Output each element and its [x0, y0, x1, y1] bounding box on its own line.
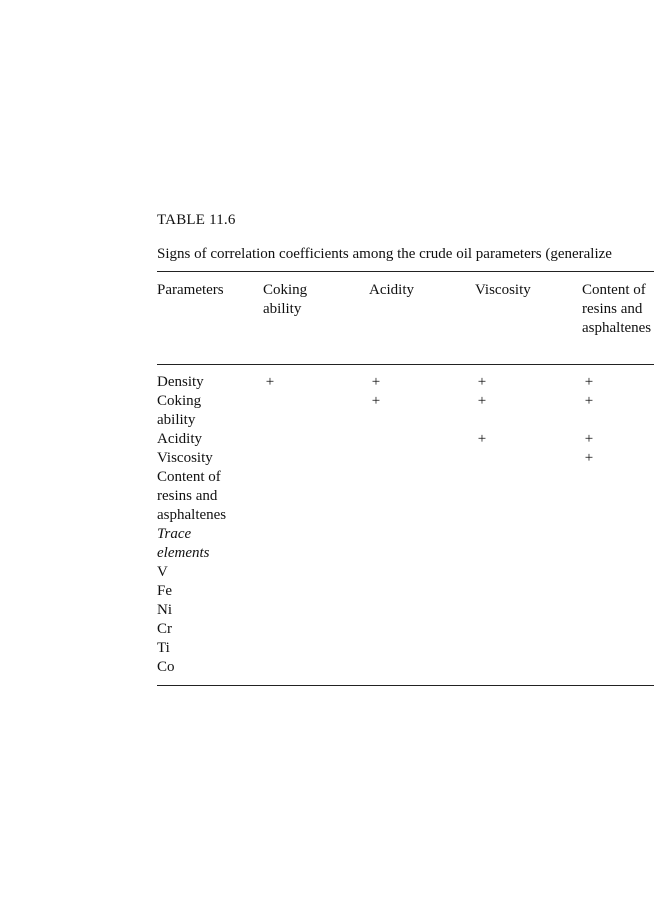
row-label-line: asphaltenes [157, 507, 227, 523]
correlation-sign-cell: + [477, 431, 487, 447]
row-label [157, 430, 202, 449]
row-label [157, 639, 170, 658]
column-header [582, 281, 651, 338]
correlation-sign-cell: + [584, 374, 594, 390]
row-label-line: Ni [157, 602, 172, 618]
table-header-rule [157, 364, 654, 365]
row-label-line: V [157, 564, 168, 580]
row-label-line: Density [157, 374, 204, 390]
correlation-sign-cell: + [584, 393, 594, 409]
row-label [157, 468, 226, 525]
column-header-line: resins and [582, 301, 643, 317]
row-label-line: Cr [157, 621, 172, 637]
correlation-sign-cell: + [477, 393, 487, 409]
row-label-line: resins and [157, 488, 218, 504]
row-label-line: Coking [157, 393, 202, 409]
column-header-line: Acidity [369, 282, 414, 298]
column-header [475, 281, 531, 300]
row-label [157, 373, 204, 392]
correlation-sign-cell: + [584, 431, 594, 447]
row-label [157, 620, 172, 639]
row-label [157, 525, 209, 563]
column-header-line: Viscosity [475, 282, 531, 298]
row-label-line: Acidity [157, 431, 202, 447]
row-label-line: Content of [157, 469, 221, 485]
column-header-line: Content of [582, 282, 646, 298]
row-label-line: Co [157, 659, 175, 675]
table-bottom-rule [157, 685, 654, 686]
correlation-sign-cell: + [265, 374, 275, 390]
row-label-line: elements [157, 545, 210, 561]
row-label [157, 658, 175, 677]
row-label-line: Viscosity [157, 450, 213, 466]
correlation-sign-cell: + [584, 450, 594, 466]
row-label [157, 392, 201, 430]
column-header [157, 281, 224, 300]
correlation-sign-cell: + [371, 374, 381, 390]
row-label [157, 601, 172, 620]
table-number: TABLE 11.6 [157, 212, 236, 228]
column-header [263, 281, 307, 319]
column-header-line: Parameters [157, 282, 224, 298]
table-caption: Signs of correlation coefficients among the crude oil parameters (generalize [157, 246, 612, 262]
row-label [157, 582, 172, 601]
column-header-line: asphaltenes [582, 320, 652, 336]
row-label-line: Fe [157, 583, 172, 599]
column-header-line: Coking [263, 282, 308, 298]
row-label-line: ability [157, 412, 196, 428]
row-label [157, 449, 213, 468]
row-label-line: Trace [157, 526, 192, 542]
column-header [369, 281, 414, 300]
column-header-line: ability [263, 301, 302, 317]
correlation-sign-cell: + [371, 393, 381, 409]
correlation-sign-cell: + [477, 374, 487, 390]
row-label [157, 563, 168, 582]
table-top-rule [157, 271, 654, 272]
row-label-line: Ti [157, 640, 170, 656]
